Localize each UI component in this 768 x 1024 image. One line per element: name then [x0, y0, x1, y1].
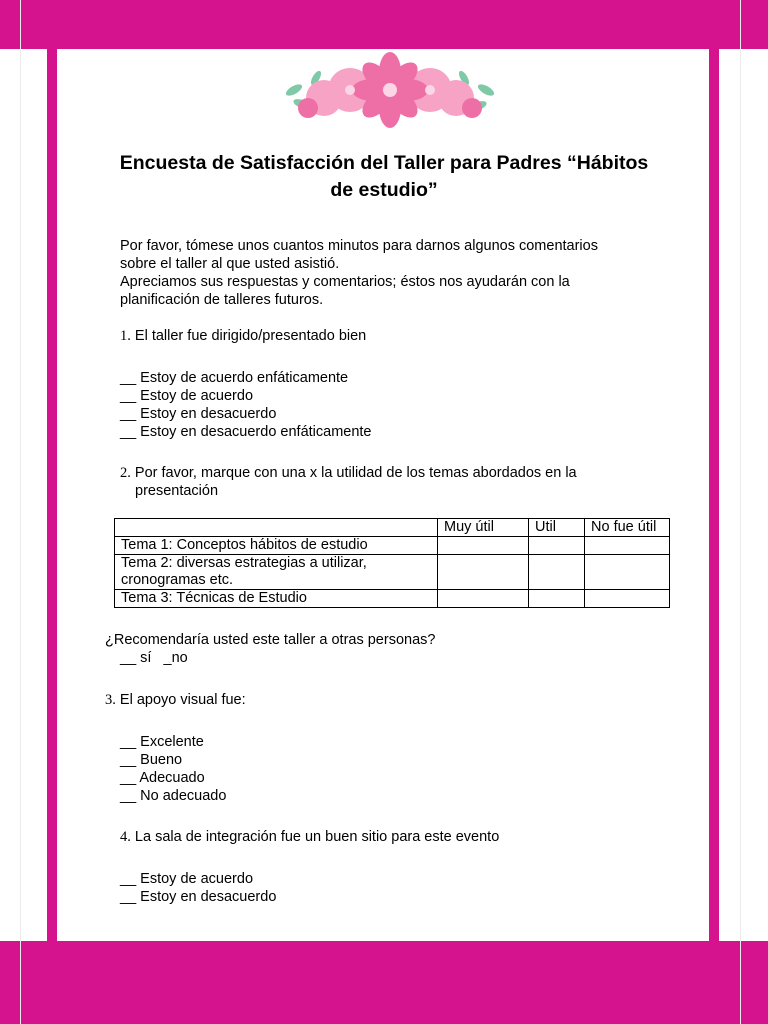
- question-text: La sala de integración fue un buen sitio para este evento: [134, 829, 500, 845]
- title-line: de estudio”: [330, 179, 438, 201]
- table-header-cell: [115, 519, 438, 537]
- page-title: [90, 150, 678, 204]
- rating-cell[interactable]: [585, 537, 670, 555]
- question-number: 3.: [105, 692, 116, 708]
- q1-option[interactable]: __ Estoy en desacuerdo enfáticamente: [120, 424, 372, 440]
- question-text: Por favor, marque con una x la utilidad de los temas abordados en la: [134, 465, 577, 481]
- title-line: Encuesta de Satisfacción del Taller para Padres “Hábitos: [119, 152, 649, 174]
- table-header-row: [115, 519, 670, 537]
- right-edge-line: [740, 0, 741, 1024]
- rating-cell[interactable]: [529, 590, 585, 608]
- top-band: [0, 0, 768, 49]
- question-number: 4.: [120, 829, 131, 845]
- q3-option[interactable]: __ No adecuado: [120, 788, 227, 804]
- topic-cell: [115, 555, 438, 590]
- rating-cell[interactable]: [585, 590, 670, 608]
- table-header-cell: Util: [529, 519, 585, 537]
- table-row: [115, 555, 670, 590]
- intro-line: planificación de talleres futuros.: [120, 292, 324, 308]
- table-row: [115, 537, 670, 555]
- question-2: [120, 464, 577, 482]
- q3-option[interactable]: __ Adecuado: [120, 770, 205, 786]
- topic-cell: [115, 537, 438, 555]
- table-header-cell: No fue útil: [585, 519, 670, 537]
- rating-cell[interactable]: [585, 555, 670, 590]
- topic-label: Tema 2: diversas estrategias a utilizar,: [121, 555, 367, 571]
- topic-cell: [115, 590, 438, 608]
- topics-table: [114, 518, 670, 608]
- q3-option[interactable]: __ Excelente: [120, 734, 204, 750]
- bottom-band: [0, 941, 768, 1024]
- intro-line: Por favor, tómese unos cuantos minutos para darnos algunos comentarios: [120, 238, 598, 254]
- table-row: [115, 590, 670, 608]
- rating-cell[interactable]: [438, 537, 529, 555]
- question-number: 2.: [120, 465, 131, 481]
- question-text: El apoyo visual fue:: [119, 692, 246, 708]
- flower-garland-icon: [280, 50, 500, 130]
- q1-option[interactable]: __ Estoy de acuerdo enfáticamente: [120, 370, 349, 386]
- left-edge-line: [20, 0, 21, 1024]
- left-border: [47, 0, 57, 1024]
- question-text-cont: presentación: [135, 483, 219, 499]
- q3-option[interactable]: __ Bueno: [120, 752, 183, 768]
- right-border: [709, 0, 719, 1024]
- rating-cell[interactable]: [438, 555, 529, 590]
- topic-label: cronogramas etc.: [121, 572, 234, 588]
- rating-cell[interactable]: [529, 537, 585, 555]
- question-4: [120, 828, 499, 846]
- question-text: El taller fue dirigido/presentado bien: [134, 328, 367, 344]
- rating-cell[interactable]: [529, 555, 585, 590]
- recommend-options[interactable]: __ sí _no: [120, 650, 188, 666]
- rating-cell[interactable]: [438, 590, 529, 608]
- q4-option[interactable]: __ Estoy de acuerdo: [120, 871, 254, 887]
- intro-line: Apreciamos sus respuestas y comentarios; éstos nos ayudarán con la: [120, 274, 570, 290]
- question-1: [120, 327, 366, 345]
- q1-option[interactable]: __ Estoy en desacuerdo: [120, 406, 277, 422]
- question-3: [105, 691, 246, 709]
- q4-option[interactable]: __ Estoy en desacuerdo: [120, 889, 277, 905]
- recommend-question: ¿Recomendaría usted este taller a otras personas?: [105, 632, 436, 648]
- q1-option[interactable]: __ Estoy de acuerdo: [120, 388, 254, 404]
- topic-label: Tema 3: Técnicas de Estudio: [121, 590, 307, 606]
- topic-label: Tema 1: Conceptos hábitos de estudio: [121, 537, 368, 553]
- intro-line: sobre el taller al que usted asistió.: [120, 256, 340, 272]
- table-header-cell: Muy útil: [438, 519, 529, 537]
- question-number: 1.: [120, 328, 131, 344]
